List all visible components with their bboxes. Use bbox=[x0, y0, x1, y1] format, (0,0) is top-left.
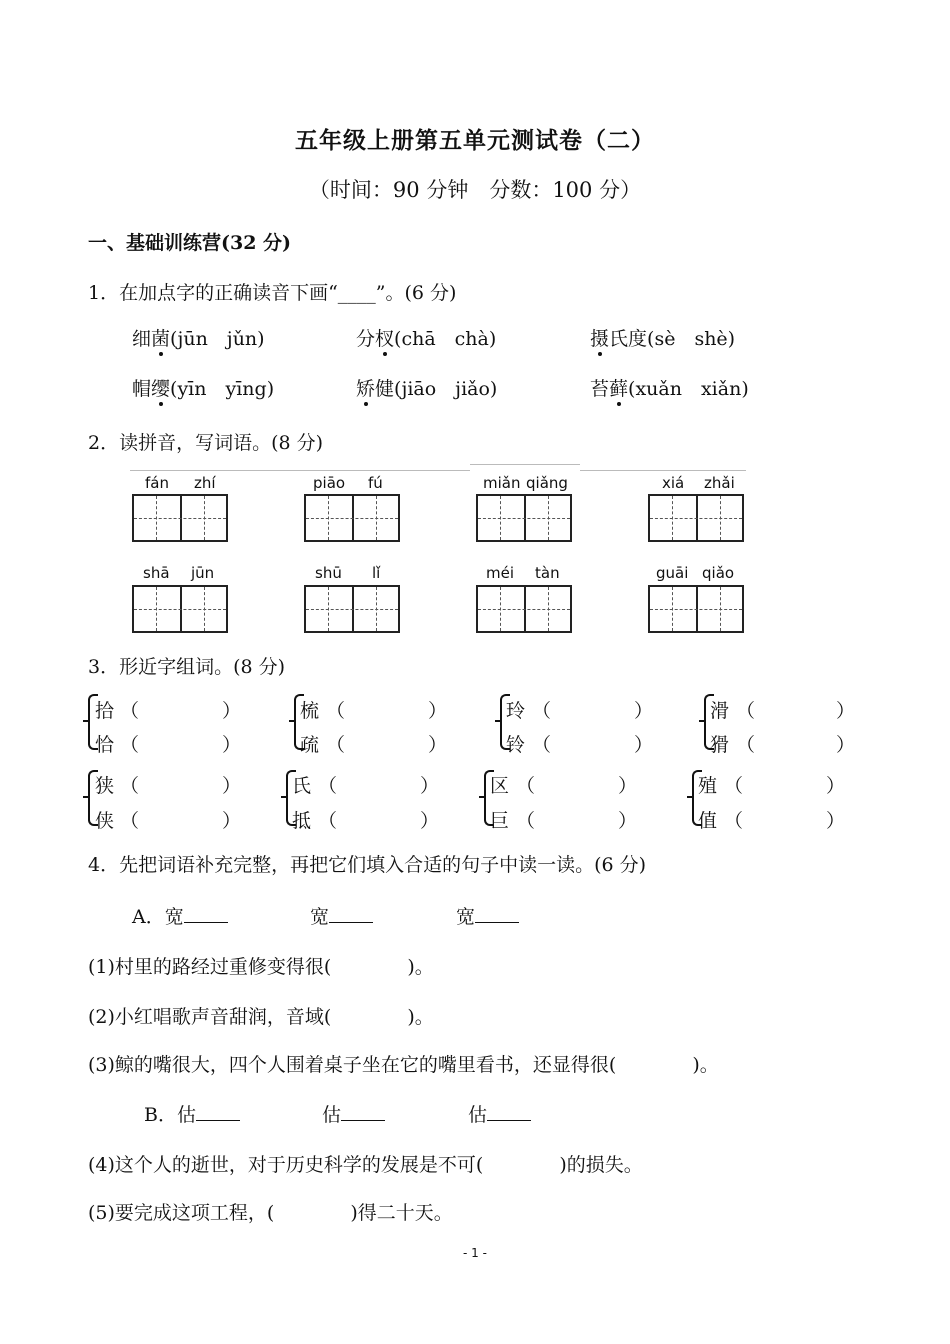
question-3-prompt: 3．形近字组词。(8 分) bbox=[88, 656, 286, 678]
answer-close: ） bbox=[826, 810, 846, 832]
dotted-char: 杈 bbox=[375, 324, 394, 351]
question-2-prompt: 2．读拼音，写词语。(8 分) bbox=[88, 432, 324, 454]
pinyin: fán bbox=[145, 474, 169, 492]
sentence-3: (3)鲸的嘴很大，四个人围着桌子坐在它的嘴里看书，还显得很( )。 bbox=[88, 1054, 719, 1076]
blank-line[interactable] bbox=[196, 1102, 240, 1121]
answer-open: （ bbox=[736, 734, 756, 756]
fill-word-b: 估 bbox=[468, 1100, 531, 1127]
pinyin: zhí bbox=[194, 474, 216, 492]
dotted-char: 菌 bbox=[151, 324, 170, 351]
pinyin: piāo bbox=[313, 474, 346, 492]
pinyin: zhǎi bbox=[704, 474, 735, 492]
pair-char: 恰 bbox=[95, 734, 115, 756]
pinyin: jūn bbox=[191, 564, 215, 582]
answer-close: ） bbox=[420, 810, 440, 832]
pair-char: 滑 bbox=[710, 700, 730, 722]
writing-grid[interactable] bbox=[304, 585, 400, 633]
guide-line bbox=[580, 470, 746, 471]
blank-line[interactable] bbox=[184, 904, 228, 923]
answer-close: ） bbox=[420, 775, 440, 797]
answer-open: （ bbox=[318, 810, 338, 832]
pair-char: 抵 bbox=[292, 810, 312, 832]
pinyin: tàn bbox=[535, 564, 560, 582]
page-number: - 1 - bbox=[463, 1246, 487, 1260]
pinyin: fú bbox=[368, 474, 383, 492]
answer-open: （ bbox=[516, 775, 536, 797]
q1-item: 分杈(chā chà) bbox=[356, 324, 496, 351]
pinyin: qiǎo bbox=[702, 564, 735, 582]
pair-char: 侠 bbox=[95, 810, 115, 832]
pinyin: miǎn bbox=[483, 474, 521, 492]
writing-grid[interactable] bbox=[304, 494, 400, 542]
answer-open: （ bbox=[736, 700, 756, 722]
blank-line[interactable] bbox=[487, 1102, 531, 1121]
answer-open: （ bbox=[120, 775, 140, 797]
writing-grid[interactable] bbox=[476, 494, 572, 542]
guide-line bbox=[470, 464, 580, 465]
sentence-1: (1)村里的路经过重修变得很( )。 bbox=[88, 956, 434, 978]
q1-item: 帽缨(yīn yīng) bbox=[132, 374, 274, 401]
pinyin: qiǎng bbox=[526, 474, 568, 492]
writing-grid[interactable] bbox=[648, 585, 744, 633]
answer-close: ） bbox=[222, 734, 242, 756]
page-title: 五年级上册第五单元测试卷（二） bbox=[295, 127, 655, 154]
answer-close: ） bbox=[618, 775, 638, 797]
answer-close: ） bbox=[826, 775, 846, 797]
q1-item: 摄氏度(sè shè) bbox=[590, 324, 735, 351]
dotted-char: 矫 bbox=[356, 374, 375, 401]
dotted-char: 缨 bbox=[151, 374, 170, 401]
answer-close: ） bbox=[836, 700, 856, 722]
answer-open: （ bbox=[326, 734, 346, 756]
pinyin: guāi bbox=[656, 564, 689, 582]
pair-char: 区 bbox=[490, 775, 510, 797]
question-1-prompt: 1．在加点字的正确读音下画“____”。(6 分) bbox=[88, 282, 457, 304]
dotted-char: 摄 bbox=[590, 324, 609, 351]
q1-item: 细菌(jūn jǔn) bbox=[132, 324, 265, 351]
pair-char: 巨 bbox=[490, 810, 510, 832]
pair-char: 殖 bbox=[698, 775, 718, 797]
pair-char: 值 bbox=[698, 810, 718, 832]
answer-close: ） bbox=[634, 700, 654, 722]
blank-line[interactable] bbox=[475, 904, 519, 923]
writing-grid[interactable] bbox=[476, 585, 572, 633]
pair-char: 猾 bbox=[710, 734, 730, 756]
page-subtitle: （时间：90 分钟 分数：100 分） bbox=[308, 178, 642, 202]
pinyin: shā bbox=[143, 564, 170, 582]
answer-open: （ bbox=[326, 700, 346, 722]
fill-word-b: 估 bbox=[322, 1100, 385, 1127]
pair-char: 疏 bbox=[300, 734, 320, 756]
answer-open: （ bbox=[532, 734, 552, 756]
answer-close: ） bbox=[836, 734, 856, 756]
pair-char: 氏 bbox=[292, 775, 312, 797]
answer-open: （ bbox=[516, 810, 536, 832]
answer-open: （ bbox=[120, 734, 140, 756]
writing-grid[interactable] bbox=[648, 494, 744, 542]
fill-word-a: 宽 bbox=[310, 902, 373, 929]
pair-char: 拾 bbox=[95, 700, 115, 722]
answer-close: ） bbox=[222, 810, 242, 832]
blank-line[interactable] bbox=[341, 1102, 385, 1121]
answer-open: （ bbox=[724, 775, 744, 797]
blank-line[interactable] bbox=[329, 904, 373, 923]
q1-item: 矫健(jiāo jiǎo) bbox=[356, 374, 497, 401]
answer-open: （ bbox=[120, 810, 140, 832]
writing-grid[interactable] bbox=[132, 585, 228, 633]
answer-open: （ bbox=[318, 775, 338, 797]
sentence-4: (4)这个人的逝世，对于历史科学的发展是不可( )的损失。 bbox=[88, 1154, 643, 1176]
answer-close: ） bbox=[222, 775, 242, 797]
sentence-2: (2)小红唱歌声音甜润，音域( )。 bbox=[88, 1006, 434, 1028]
answer-close: ） bbox=[618, 810, 638, 832]
pair-char: 狭 bbox=[95, 775, 115, 797]
answer-close: ） bbox=[428, 734, 448, 756]
pinyin: lǐ bbox=[372, 564, 381, 582]
fill-word-a: 宽 bbox=[456, 902, 519, 929]
q1-item: 苔藓(xuǎn xiǎn) bbox=[590, 374, 749, 401]
fill-word-b: B．估 bbox=[144, 1100, 240, 1127]
pair-char: 玲 bbox=[506, 700, 526, 722]
writing-grid[interactable] bbox=[132, 494, 228, 542]
answer-close: ） bbox=[634, 734, 654, 756]
pinyin: shū bbox=[315, 564, 342, 582]
question-4-prompt: 4．先把词语补充完整，再把它们填入合适的句子中读一读。(6 分) bbox=[88, 854, 647, 876]
answer-open: （ bbox=[120, 700, 140, 722]
dotted-char: 藓 bbox=[609, 374, 628, 401]
pinyin: méi bbox=[486, 564, 515, 582]
sentence-5: (5)要完成这项工程，( )得二十天。 bbox=[88, 1202, 453, 1224]
answer-open: （ bbox=[724, 810, 744, 832]
answer-open: （ bbox=[532, 700, 552, 722]
section-heading: 一、基础训练营(32 分) bbox=[88, 232, 292, 254]
answer-close: ） bbox=[222, 700, 242, 722]
pair-char: 铃 bbox=[506, 734, 526, 756]
fill-word-a: A．宽 bbox=[132, 902, 228, 929]
pinyin: xiá bbox=[662, 474, 685, 492]
pair-char: 梳 bbox=[300, 700, 320, 722]
guide-line bbox=[130, 470, 470, 471]
answer-close: ） bbox=[428, 700, 448, 722]
